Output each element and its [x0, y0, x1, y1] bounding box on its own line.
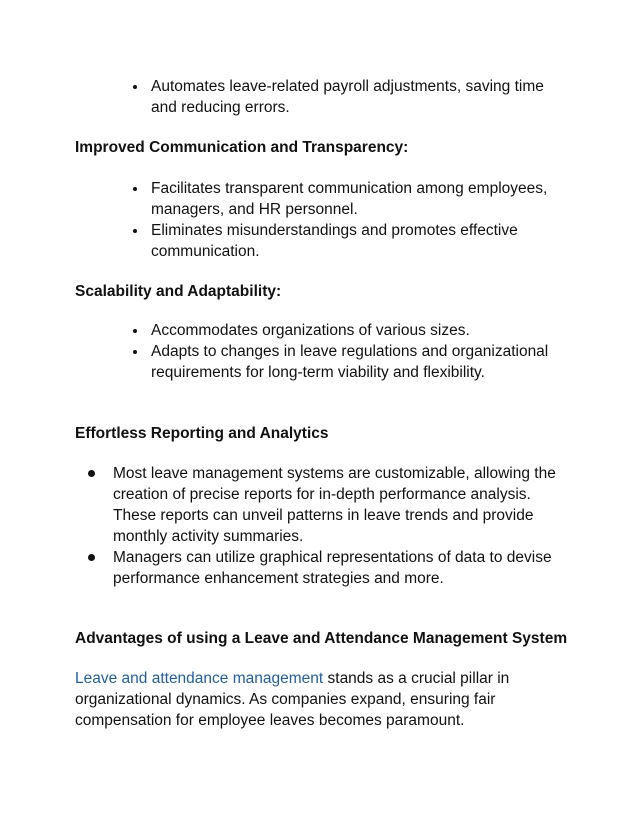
reporting-bullet-list — [113, 463, 563, 589]
section-heading-reporting: Effortless Reporting and Analytics — [75, 425, 329, 442]
communication-bullet-list — [151, 178, 571, 262]
list-item: Facilitates transparent communication among employees, managers, and HR personnel. — [151, 178, 571, 220]
list-item: Automates leave-related payroll adjustments, saving time and reducing errors. — [151, 76, 571, 118]
section-heading-advantages: Advantages of using a Leave and Attendance Management System — [75, 630, 568, 647]
list-item: Most leave management systems are customizable, allowing the creation of precise reports for in-depth performance analysis. These reports can unveil patterns in leave trends and provide monthly activity summaries. — [113, 463, 563, 547]
paragraph-text: stands as a crucial pillar in organizational dynamics. As companies expand, ensuring fair compensation for employee leaves becomes paramount. — [75, 670, 510, 729]
leave-attendance-link[interactable]: Leave and attendance management — [75, 670, 324, 687]
section-heading-communication: Improved Communication and Transparency: — [75, 139, 409, 156]
list-item: Adapts to changes in leave regulations and organizational requirements for long-term viability and flexibility. — [151, 341, 571, 383]
advantages-paragraph — [75, 668, 515, 731]
list-item: Managers can utilize graphical representations of data to devise performance enhancement strategies and more. — [113, 547, 563, 589]
payroll-bullet-list — [151, 76, 571, 118]
scalability-bullet-list — [151, 320, 571, 383]
list-item: Accommodates organizations of various sizes. — [151, 320, 571, 341]
section-heading-scalability: Scalability and Adaptability: — [75, 283, 282, 300]
list-item: Eliminates misunderstandings and promotes effective communication. — [151, 220, 571, 262]
